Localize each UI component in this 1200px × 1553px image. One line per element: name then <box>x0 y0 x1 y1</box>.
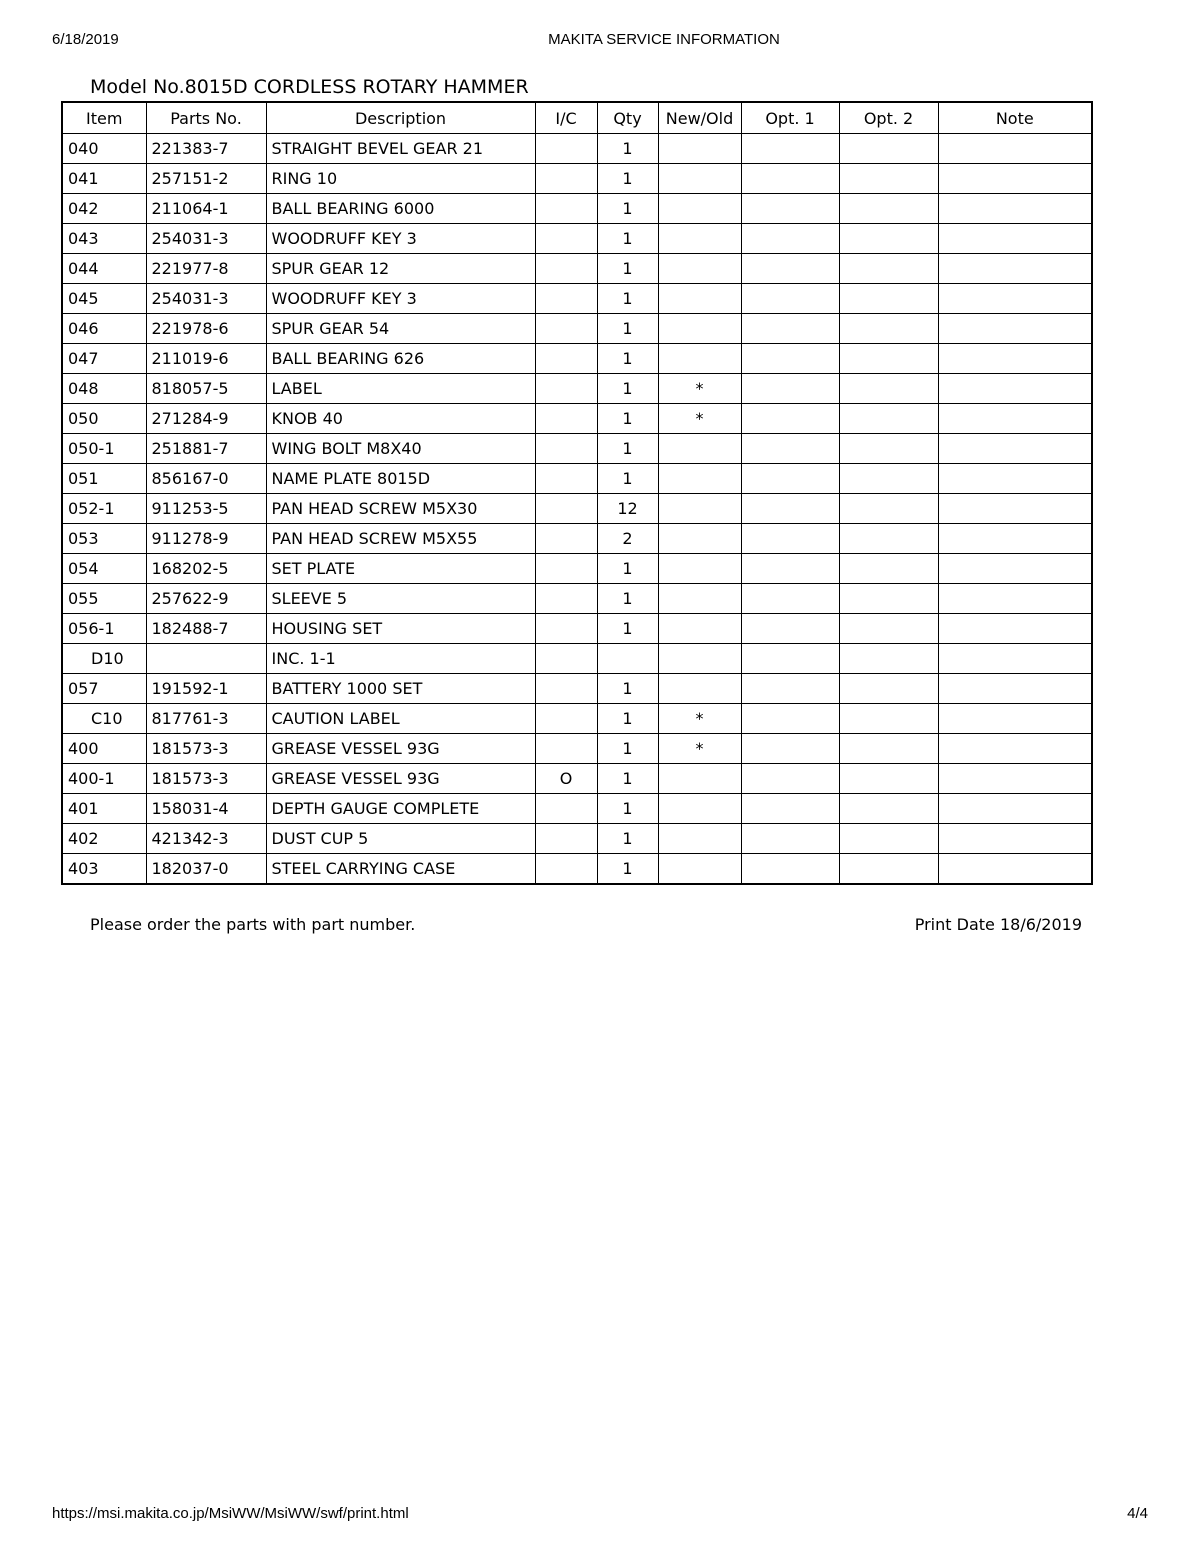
cell-ic <box>535 734 597 764</box>
cell-note <box>938 524 1092 554</box>
cell-qty: 1 <box>597 824 658 854</box>
header-ic: I/C <box>535 102 597 134</box>
cell-new-old <box>658 854 741 885</box>
cell-qty: 1 <box>597 404 658 434</box>
cell-item: 050 <box>62 404 146 434</box>
cell-ic <box>535 344 597 374</box>
cell-qty: 1 <box>597 614 658 644</box>
cell-parts-no: 254031-3 <box>146 284 266 314</box>
cell-new-old <box>658 584 741 614</box>
table-row <box>62 854 1092 885</box>
cell-qty: 1 <box>597 794 658 824</box>
cell-ic <box>535 254 597 284</box>
cell-opt1 <box>741 374 839 404</box>
cell-note <box>938 794 1092 824</box>
header-qty: Qty <box>597 102 658 134</box>
cell-parts-no: 211064-1 <box>146 194 266 224</box>
table-row <box>62 704 1092 734</box>
table-row <box>62 644 1092 674</box>
cell-ic <box>535 524 597 554</box>
cell-new-old <box>658 344 741 374</box>
table-row <box>62 434 1092 464</box>
cell-opt1 <box>741 734 839 764</box>
cell-new-old <box>658 194 741 224</box>
table-row <box>62 674 1092 704</box>
cell-new-old <box>658 464 741 494</box>
cell-new-old <box>658 644 741 674</box>
cell-opt2 <box>839 374 938 404</box>
cell-description: WING BOLT M8X40 <box>266 434 535 464</box>
cell-qty: 1 <box>597 764 658 794</box>
cell-opt1 <box>741 224 839 254</box>
cell-new-old: * <box>658 704 741 734</box>
table-row <box>62 374 1092 404</box>
cell-new-old <box>658 284 741 314</box>
cell-description: WOODRUFF KEY 3 <box>266 224 535 254</box>
cell-opt2 <box>839 554 938 584</box>
cell-note <box>938 434 1092 464</box>
cell-opt2 <box>839 854 938 885</box>
cell-new-old <box>658 824 741 854</box>
cell-opt1 <box>741 524 839 554</box>
cell-opt1 <box>741 584 839 614</box>
cell-note <box>938 734 1092 764</box>
cell-item: 052-1 <box>62 494 146 524</box>
cell-ic <box>535 314 597 344</box>
cell-description: KNOB 40 <box>266 404 535 434</box>
table-row <box>62 794 1092 824</box>
cell-item: 041 <box>62 164 146 194</box>
cell-parts-no: 271284-9 <box>146 404 266 434</box>
cell-opt2 <box>839 134 938 164</box>
cell-note <box>938 284 1092 314</box>
cell-note <box>938 764 1092 794</box>
cell-description: CAUTION LABEL <box>266 704 535 734</box>
cell-new-old <box>658 224 741 254</box>
cell-qty: 1 <box>597 374 658 404</box>
cell-note <box>938 224 1092 254</box>
cell-opt1 <box>741 434 839 464</box>
cell-description: PAN HEAD SCREW M5X30 <box>266 494 535 524</box>
cell-qty: 1 <box>597 164 658 194</box>
cell-description: STRAIGHT BEVEL GEAR 21 <box>266 134 535 164</box>
cell-item: 043 <box>62 224 146 254</box>
cell-note <box>938 614 1092 644</box>
cell-opt2 <box>839 164 938 194</box>
cell-ic <box>535 224 597 254</box>
cell-item: 056-1 <box>62 614 146 644</box>
cell-new-old <box>658 674 741 704</box>
cell-ic <box>535 644 597 674</box>
cell-description: GREASE VESSEL 93G <box>266 734 535 764</box>
cell-qty <box>597 644 658 674</box>
cell-item: 045 <box>62 284 146 314</box>
cell-ic <box>535 374 597 404</box>
cell-parts-no: 818057-5 <box>146 374 266 404</box>
cell-qty: 1 <box>597 284 658 314</box>
table-row <box>62 824 1092 854</box>
cell-parts-no: 911278-9 <box>146 524 266 554</box>
cell-opt2 <box>839 584 938 614</box>
cell-ic <box>535 614 597 644</box>
cell-qty: 1 <box>597 314 658 344</box>
cell-parts-no: 251881-7 <box>146 434 266 464</box>
print-header-title: MAKITA SERVICE INFORMATION <box>548 31 780 48</box>
table-row <box>62 284 1092 314</box>
table-row <box>62 494 1092 524</box>
model-title: Model No.8015D CORDLESS ROTARY HAMMER <box>90 76 529 98</box>
cell-note <box>938 494 1092 524</box>
cell-description: LABEL <box>266 374 535 404</box>
cell-parts-no: 221977-8 <box>146 254 266 284</box>
cell-description: SPUR GEAR 54 <box>266 314 535 344</box>
cell-opt2 <box>839 824 938 854</box>
cell-item: 403 <box>62 854 146 885</box>
cell-qty: 1 <box>597 254 658 284</box>
cell-opt2 <box>839 344 938 374</box>
cell-ic <box>535 494 597 524</box>
cell-new-old: * <box>658 404 741 434</box>
cell-new-old <box>658 254 741 284</box>
cell-note <box>938 164 1092 194</box>
cell-note <box>938 314 1092 344</box>
header-description: Description <box>266 102 535 134</box>
cell-parts-no: 221978-6 <box>146 314 266 344</box>
cell-opt2 <box>839 734 938 764</box>
cell-opt2 <box>839 464 938 494</box>
cell-item: 050-1 <box>62 434 146 464</box>
cell-description: RING 10 <box>266 164 535 194</box>
cell-opt2 <box>839 524 938 554</box>
cell-opt1 <box>741 344 839 374</box>
cell-new-old <box>658 314 741 344</box>
cell-qty: 1 <box>597 224 658 254</box>
cell-new-old: * <box>658 374 741 404</box>
cell-note <box>938 584 1092 614</box>
cell-qty: 1 <box>597 434 658 464</box>
cell-qty: 2 <box>597 524 658 554</box>
table-row <box>62 464 1092 494</box>
cell-item: 055 <box>62 584 146 614</box>
cell-ic <box>535 134 597 164</box>
cell-parts-no: 254031-3 <box>146 224 266 254</box>
cell-qty: 1 <box>597 674 658 704</box>
cell-description: HOUSING SET <box>266 614 535 644</box>
cell-ic <box>535 584 597 614</box>
cell-item: 047 <box>62 344 146 374</box>
cell-parts-no: 191592-1 <box>146 674 266 704</box>
cell-new-old <box>658 134 741 164</box>
cell-note <box>938 344 1092 374</box>
parts-table <box>61 101 1093 885</box>
cell-note <box>938 674 1092 704</box>
cell-opt1 <box>741 854 839 885</box>
cell-description: DUST CUP 5 <box>266 824 535 854</box>
cell-opt2 <box>839 764 938 794</box>
cell-qty: 1 <box>597 554 658 584</box>
cell-new-old <box>658 764 741 794</box>
cell-ic <box>535 284 597 314</box>
cell-description: INC. 1-1 <box>266 644 535 674</box>
cell-opt2 <box>839 614 938 644</box>
cell-item: D10 <box>62 644 146 674</box>
cell-note <box>938 854 1092 885</box>
header-parts-no: Parts No. <box>146 102 266 134</box>
cell-parts-no: 168202-5 <box>146 554 266 584</box>
cell-parts-no: 158031-4 <box>146 794 266 824</box>
table-row <box>62 584 1092 614</box>
header-opt1: Opt. 1 <box>741 102 839 134</box>
cell-parts-no: 182488-7 <box>146 614 266 644</box>
cell-parts-no: 181573-3 <box>146 764 266 794</box>
cell-opt1 <box>741 284 839 314</box>
cell-qty: 12 <box>597 494 658 524</box>
cell-item: 042 <box>62 194 146 224</box>
cell-opt1 <box>741 794 839 824</box>
cell-item: 051 <box>62 464 146 494</box>
table-row <box>62 164 1092 194</box>
cell-ic <box>535 194 597 224</box>
cell-opt1 <box>741 254 839 284</box>
cell-note <box>938 824 1092 854</box>
cell-ic <box>535 674 597 704</box>
cell-new-old: * <box>658 734 741 764</box>
cell-opt2 <box>839 284 938 314</box>
cell-opt2 <box>839 704 938 734</box>
table-row <box>62 194 1092 224</box>
cell-ic <box>535 464 597 494</box>
table-row <box>62 254 1092 284</box>
cell-opt1 <box>741 404 839 434</box>
cell-opt2 <box>839 224 938 254</box>
cell-qty: 1 <box>597 464 658 494</box>
cell-parts-no: 856167-0 <box>146 464 266 494</box>
cell-qty: 1 <box>597 704 658 734</box>
cell-note <box>938 644 1092 674</box>
cell-qty: 1 <box>597 584 658 614</box>
cell-note <box>938 704 1092 734</box>
cell-ic <box>535 434 597 464</box>
cell-opt1 <box>741 134 839 164</box>
cell-opt1 <box>741 674 839 704</box>
page-number: 4/4 <box>1127 1505 1148 1522</box>
cell-parts-no: 211019-6 <box>146 344 266 374</box>
cell-opt1 <box>741 494 839 524</box>
parts-table-body <box>62 134 1092 885</box>
cell-description: BALL BEARING 626 <box>266 344 535 374</box>
cell-description: SLEEVE 5 <box>266 584 535 614</box>
cell-description: SPUR GEAR 12 <box>266 254 535 284</box>
cell-item: 401 <box>62 794 146 824</box>
print-header-date: 6/18/2019 <box>52 31 119 48</box>
cell-description: DEPTH GAUGE COMPLETE <box>266 794 535 824</box>
table-row <box>62 764 1092 794</box>
cell-description: BALL BEARING 6000 <box>266 194 535 224</box>
cell-description: WOODRUFF KEY 3 <box>266 284 535 314</box>
cell-description: GREASE VESSEL 93G <box>266 764 535 794</box>
cell-parts-no: 182037-0 <box>146 854 266 885</box>
cell-description: STEEL CARRYING CASE <box>266 854 535 885</box>
cell-new-old <box>658 494 741 524</box>
cell-opt2 <box>839 644 938 674</box>
cell-parts-no: 181573-3 <box>146 734 266 764</box>
header-new-old: New/Old <box>658 102 741 134</box>
cell-ic <box>535 824 597 854</box>
table-row <box>62 314 1092 344</box>
cell-opt1 <box>741 764 839 794</box>
cell-item: 048 <box>62 374 146 404</box>
cell-opt1 <box>741 644 839 674</box>
cell-opt1 <box>741 194 839 224</box>
cell-item: C10 <box>62 704 146 734</box>
cell-note <box>938 374 1092 404</box>
print-date: Print Date 18/6/2019 <box>914 915 1082 934</box>
cell-opt1 <box>741 554 839 584</box>
table-row <box>62 554 1092 584</box>
cell-new-old <box>658 524 741 554</box>
page-url: https://msi.makita.co.jp/MsiWW/MsiWW/swf/print.html <box>52 1505 409 1522</box>
table-row <box>62 734 1092 764</box>
cell-parts-no: 257622-9 <box>146 584 266 614</box>
cell-item: 040 <box>62 134 146 164</box>
table-row <box>62 134 1092 164</box>
cell-new-old <box>658 164 741 194</box>
cell-item: 400 <box>62 734 146 764</box>
cell-parts-no: 911253-5 <box>146 494 266 524</box>
table-row <box>62 404 1092 434</box>
cell-item: 053 <box>62 524 146 554</box>
cell-opt1 <box>741 464 839 494</box>
cell-opt2 <box>839 494 938 524</box>
cell-item: 054 <box>62 554 146 584</box>
cell-note <box>938 554 1092 584</box>
cell-opt2 <box>839 794 938 824</box>
cell-new-old <box>658 614 741 644</box>
table-row <box>62 344 1092 374</box>
cell-ic <box>535 704 597 734</box>
cell-new-old <box>658 434 741 464</box>
cell-new-old <box>658 554 741 584</box>
cell-ic <box>535 554 597 584</box>
cell-parts-no <box>146 644 266 674</box>
cell-description: SET PLATE <box>266 554 535 584</box>
cell-parts-no: 817761-3 <box>146 704 266 734</box>
table-row <box>62 224 1092 254</box>
cell-note <box>938 404 1092 434</box>
cell-parts-no: 221383-7 <box>146 134 266 164</box>
cell-opt1 <box>741 314 839 344</box>
cell-description: PAN HEAD SCREW M5X55 <box>266 524 535 554</box>
cell-note <box>938 194 1092 224</box>
cell-qty: 1 <box>597 194 658 224</box>
cell-description: NAME PLATE 8015D <box>266 464 535 494</box>
table-header-row <box>62 102 1092 134</box>
table-row <box>62 524 1092 554</box>
cell-description: BATTERY 1000 SET <box>266 674 535 704</box>
cell-note <box>938 134 1092 164</box>
cell-ic <box>535 854 597 885</box>
cell-note <box>938 254 1092 284</box>
cell-qty: 1 <box>597 134 658 164</box>
cell-item: 400-1 <box>62 764 146 794</box>
cell-opt1 <box>741 164 839 194</box>
cell-parts-no: 421342-3 <box>146 824 266 854</box>
cell-opt1 <box>741 704 839 734</box>
cell-opt2 <box>839 254 938 284</box>
order-note: Please order the parts with part number. <box>90 915 416 934</box>
cell-qty: 1 <box>597 734 658 764</box>
cell-item: 044 <box>62 254 146 284</box>
cell-opt2 <box>839 434 938 464</box>
cell-opt2 <box>839 404 938 434</box>
cell-item: 046 <box>62 314 146 344</box>
header-opt2: Opt. 2 <box>839 102 938 134</box>
cell-note <box>938 464 1092 494</box>
cell-opt2 <box>839 674 938 704</box>
cell-opt2 <box>839 194 938 224</box>
cell-new-old <box>658 794 741 824</box>
cell-item: 402 <box>62 824 146 854</box>
table-row <box>62 614 1092 644</box>
cell-ic <box>535 404 597 434</box>
cell-opt1 <box>741 614 839 644</box>
header-note: Note <box>938 102 1092 134</box>
cell-opt2 <box>839 314 938 344</box>
cell-item: 057 <box>62 674 146 704</box>
cell-qty: 1 <box>597 344 658 374</box>
cell-parts-no: 257151-2 <box>146 164 266 194</box>
cell-qty: 1 <box>597 854 658 885</box>
cell-ic <box>535 164 597 194</box>
cell-opt1 <box>741 824 839 854</box>
cell-ic <box>535 794 597 824</box>
header-item: Item <box>62 102 146 134</box>
cell-ic: O <box>535 764 597 794</box>
